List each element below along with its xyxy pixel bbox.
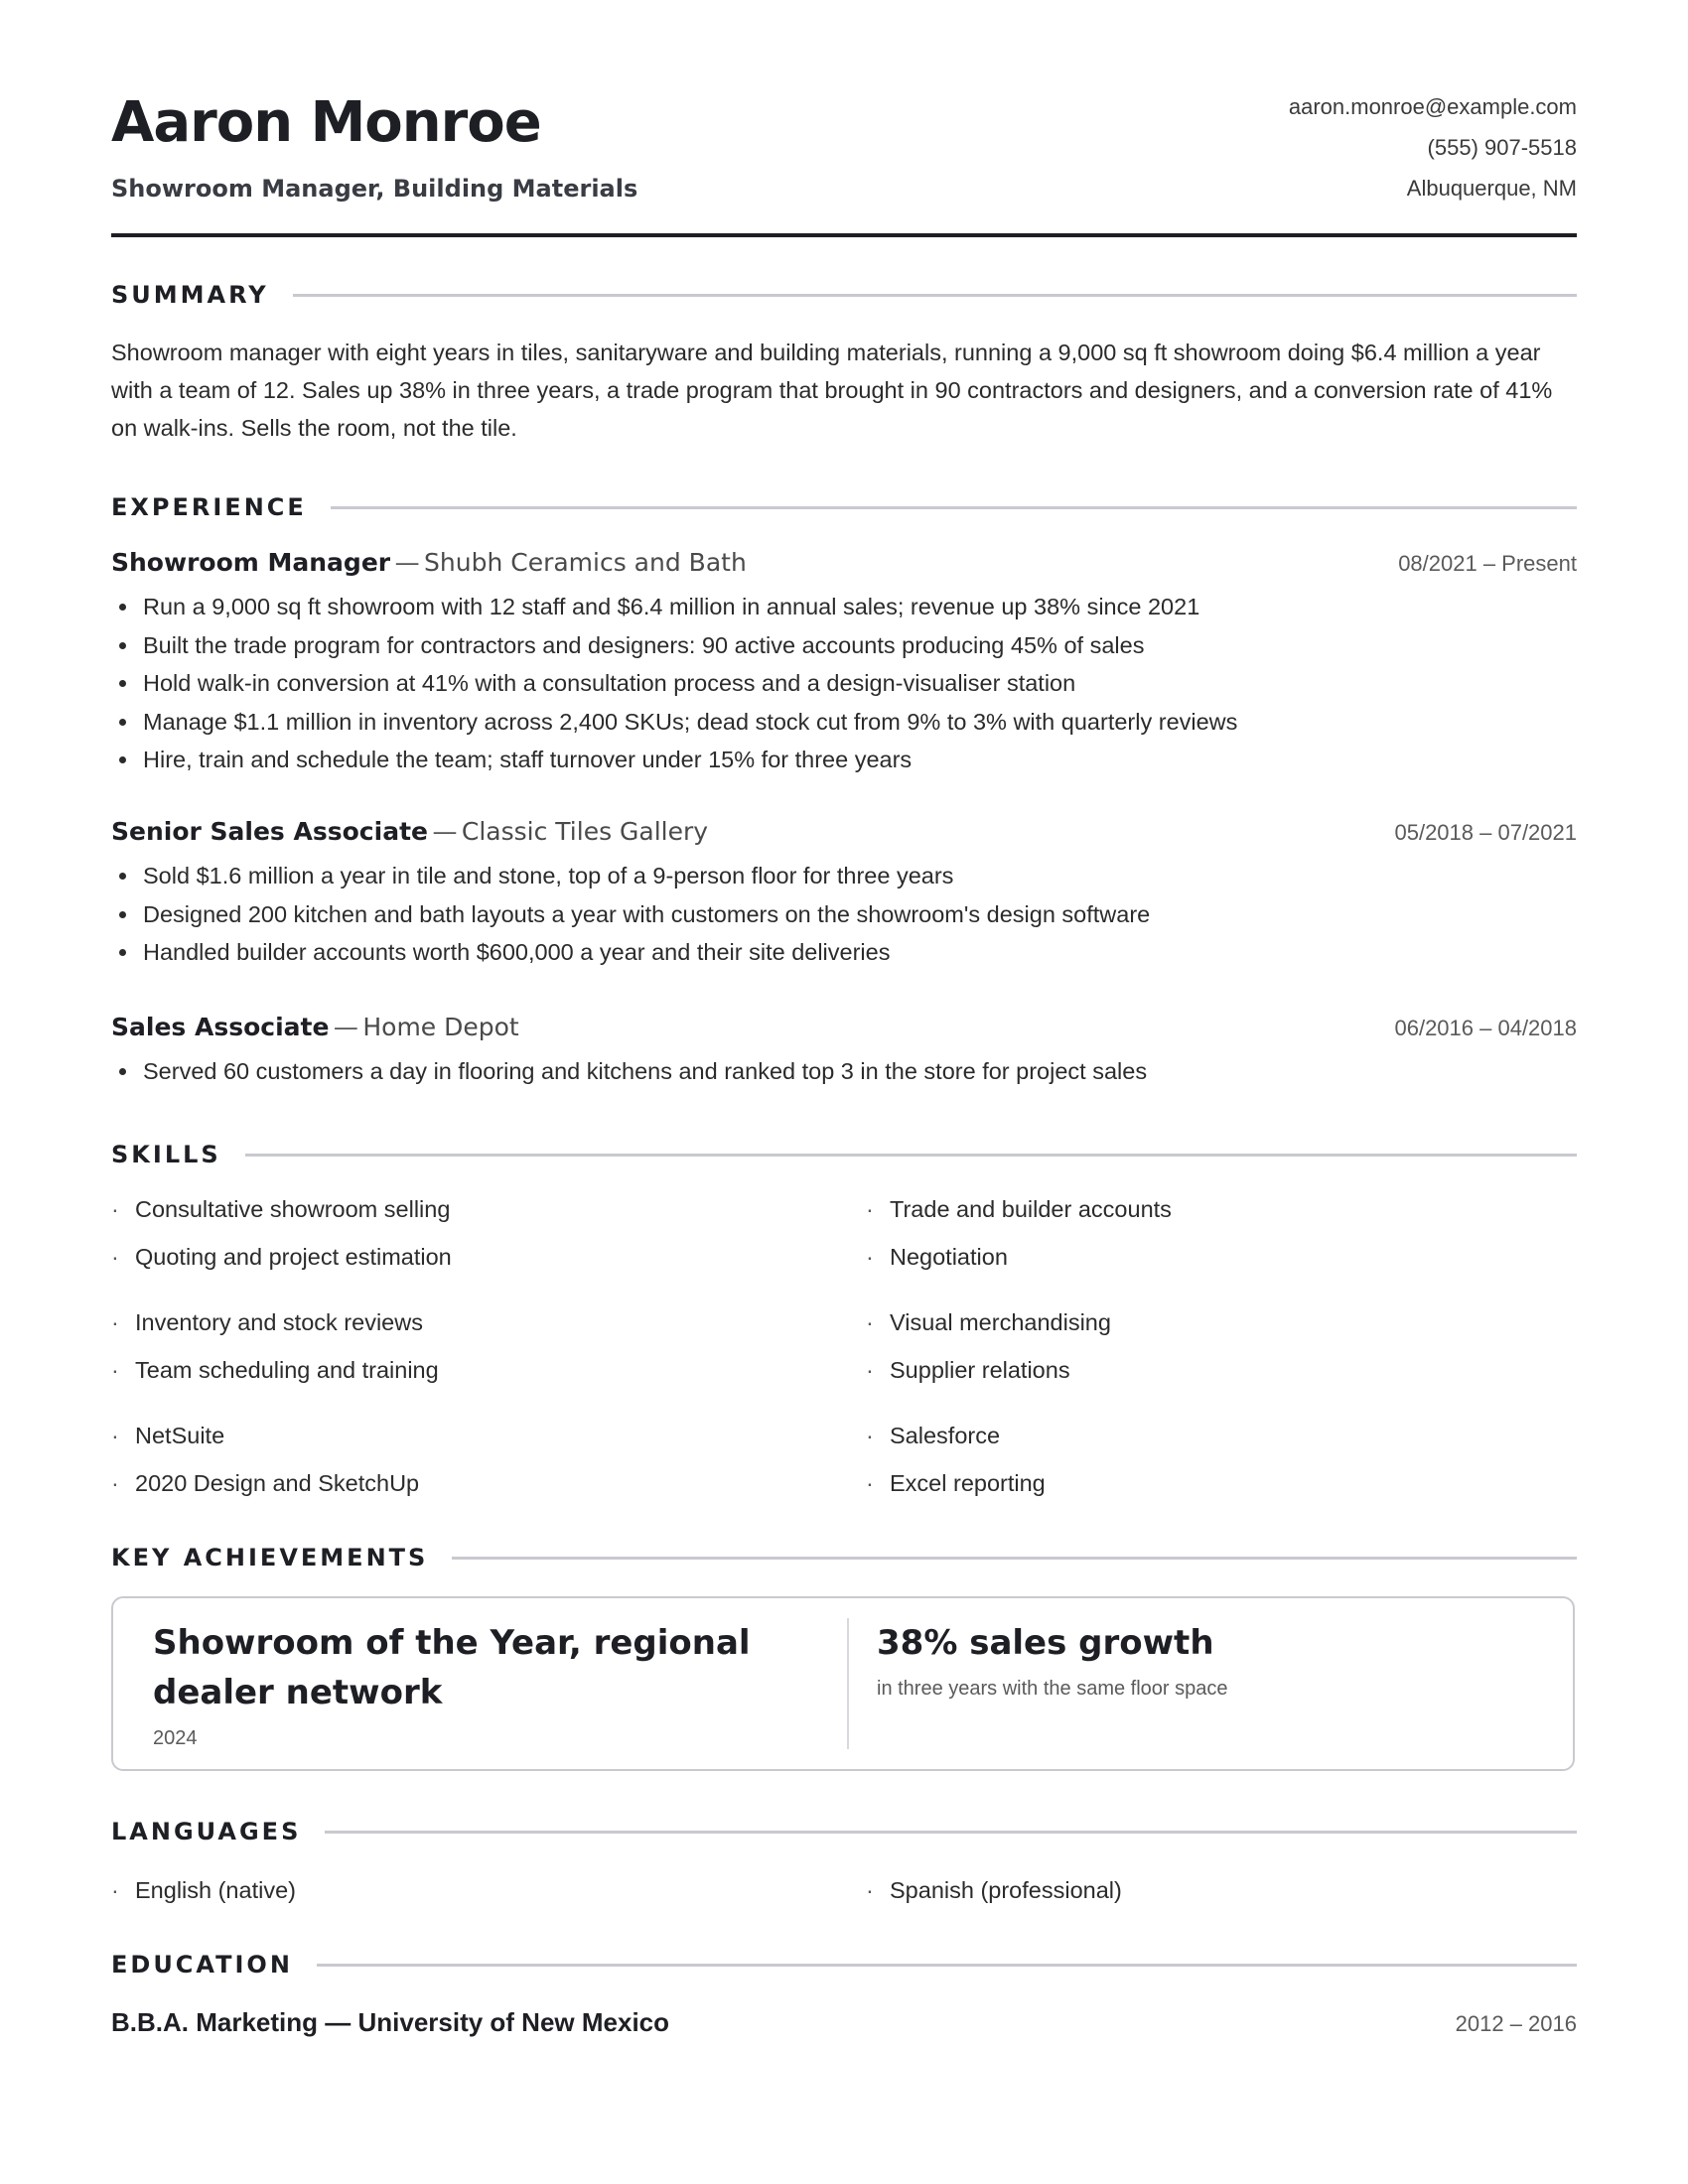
skill-item: · Supplier relations xyxy=(866,1352,1577,1400)
list-item: Run a 9,000 sq ft showroom with 12 staff and $6.4 million in annual sales; revenue up 38% since 2021 xyxy=(111,588,1577,626)
skills-group xyxy=(111,1191,1577,1287)
language-item: · English (native) xyxy=(111,1872,866,1920)
skills-list xyxy=(111,1191,1577,1531)
job-bullets xyxy=(111,588,1577,779)
skill-item: · NetSuite xyxy=(111,1418,866,1465)
skill-item: · Trade and builder accounts xyxy=(866,1191,1577,1239)
list-item: Handled builder accounts worth $600,000 a year and their site deliveries xyxy=(111,933,1577,972)
skill-item: · Consultative showroom selling xyxy=(111,1191,866,1239)
skill-item: · Team scheduling and training xyxy=(111,1352,866,1400)
skill-item: · 2020 Design and SketchUp xyxy=(111,1465,866,1513)
section-label: LANGUAGES xyxy=(111,1818,302,1845)
skill-item: · Excel reporting xyxy=(866,1465,1577,1513)
job-company: Classic Tiles Gallery xyxy=(461,817,709,846)
header-divider xyxy=(111,233,1577,237)
section-heading-experience xyxy=(111,492,1577,522)
job-dates: 05/2018 – 07/2021 xyxy=(1394,820,1577,845)
job-header xyxy=(111,817,1577,857)
job-company: Shubh Ceramics and Bath xyxy=(424,548,747,577)
section-label: SUMMARY xyxy=(111,281,269,309)
job-separator: — xyxy=(394,548,420,577)
list-item: Built the trade program for contractors and designers: 90 active accounts producing 45% of sales xyxy=(111,626,1577,665)
skills-group xyxy=(111,1418,1577,1513)
section-label: EXPERIENCE xyxy=(111,493,307,521)
job-entry xyxy=(111,1013,1577,1091)
job-separator: — xyxy=(432,817,458,846)
section-divider xyxy=(317,1964,1577,1967)
skill-item: · Salesforce xyxy=(866,1418,1577,1465)
section-divider xyxy=(293,294,1577,297)
job-entry xyxy=(111,548,1577,779)
job-entry xyxy=(111,817,1577,972)
job-heading xyxy=(111,548,747,577)
candidate-name: Aaron Monroe xyxy=(111,90,541,155)
job-header xyxy=(111,1013,1577,1052)
skills-group xyxy=(111,1304,1577,1400)
section-heading-languages xyxy=(111,1817,1577,1846)
section-heading-achievements xyxy=(111,1543,1577,1572)
section-heading-summary xyxy=(111,280,1577,310)
section-heading-education xyxy=(111,1950,1577,1979)
achievements-card xyxy=(111,1596,1575,1771)
contact-block xyxy=(1289,92,1577,214)
list-item: Sold $1.6 million a year in tile and stone, top of a 9-person floor for three years xyxy=(111,857,1577,895)
skill-item: · Quoting and project estimation xyxy=(111,1239,866,1287)
job-role: Showroom Manager xyxy=(111,548,391,577)
section-label: EDUCATION xyxy=(111,1951,293,1979)
section-heading-skills xyxy=(111,1140,1577,1169)
contact-phone[interactable]: (555) 907-5518 xyxy=(1427,135,1577,160)
list-item: Hold walk-in conversion at 41% with a consultation process and a design-visualiser station xyxy=(111,664,1577,703)
job-role: Senior Sales Associate xyxy=(111,817,428,846)
list-item: Hire, train and schedule the team; staff turnover under 15% for three years xyxy=(111,741,1577,779)
section-label: SKILLS xyxy=(111,1141,221,1168)
achievement-detail: 2024 xyxy=(153,1727,198,1749)
education-dates: 2012 – 2016 xyxy=(1455,2011,1577,2036)
education-entry xyxy=(111,2007,1577,2038)
job-heading xyxy=(111,1013,519,1041)
section-divider xyxy=(452,1557,1577,1560)
achievement-title: Showroom of the Year, regional dealer network xyxy=(153,1623,751,1712)
section-label: KEY ACHIEVEMENTS xyxy=(111,1544,429,1571)
job-bullets xyxy=(111,1052,1577,1091)
job-header xyxy=(111,548,1577,588)
section-divider xyxy=(331,506,1577,509)
job-dates: 06/2016 – 04/2018 xyxy=(1394,1016,1577,1040)
achievement-item xyxy=(113,1598,847,1769)
skill-item: · Inventory and stock reviews xyxy=(111,1304,866,1352)
job-dates: 08/2021 – Present xyxy=(1398,551,1577,576)
job-separator: — xyxy=(333,1013,358,1041)
languages-list xyxy=(111,1872,1577,1920)
list-item: Served 60 customers a day in flooring and kitchens and ranked top 3 in the store for project sales xyxy=(111,1052,1577,1091)
job-bullets xyxy=(111,857,1577,972)
job-role: Sales Associate xyxy=(111,1013,330,1041)
contact-email[interactable]: aaron.monroe@example.com xyxy=(1288,94,1577,119)
section-divider xyxy=(325,1831,1577,1834)
list-item: Manage $1.1 million in inventory across 2,400 SKUs; dead stock cut from 9% to 3% with quarterly reviews xyxy=(111,703,1577,742)
achievement-title: 38% sales growth xyxy=(877,1623,1214,1663)
job-heading xyxy=(111,817,708,846)
skill-item: · Negotiation xyxy=(866,1239,1577,1287)
education-degree: B.B.A. Marketing — University of New Mexico xyxy=(111,2007,670,2037)
achievement-item xyxy=(849,1598,1573,1769)
section-divider xyxy=(245,1154,1577,1157)
achievement-detail: in three years with the same floor space xyxy=(877,1678,1228,1700)
candidate-title: Showroom Manager, Building Materials xyxy=(111,175,638,203)
skill-item: · Visual merchandising xyxy=(866,1304,1577,1352)
list-item: Designed 200 kitchen and bath layouts a year with customers on the showroom's design software xyxy=(111,895,1577,934)
job-company: Home Depot xyxy=(362,1013,519,1041)
language-item: · Spanish (professional) xyxy=(866,1872,1577,1920)
summary-text: Showroom manager with eight years in tiles, sanitaryware and building materials, running a 9,000 sq ft showroom doing $6.4 million a year with a team of 12. Sales up 38% in three years, a trade program that brought in 90 contractors and designers, and a conversion rate of 41% on walk-ins. Sells the room, not the tile. xyxy=(111,340,1553,441)
contact-location: Albuquerque, NM xyxy=(1406,176,1577,201)
